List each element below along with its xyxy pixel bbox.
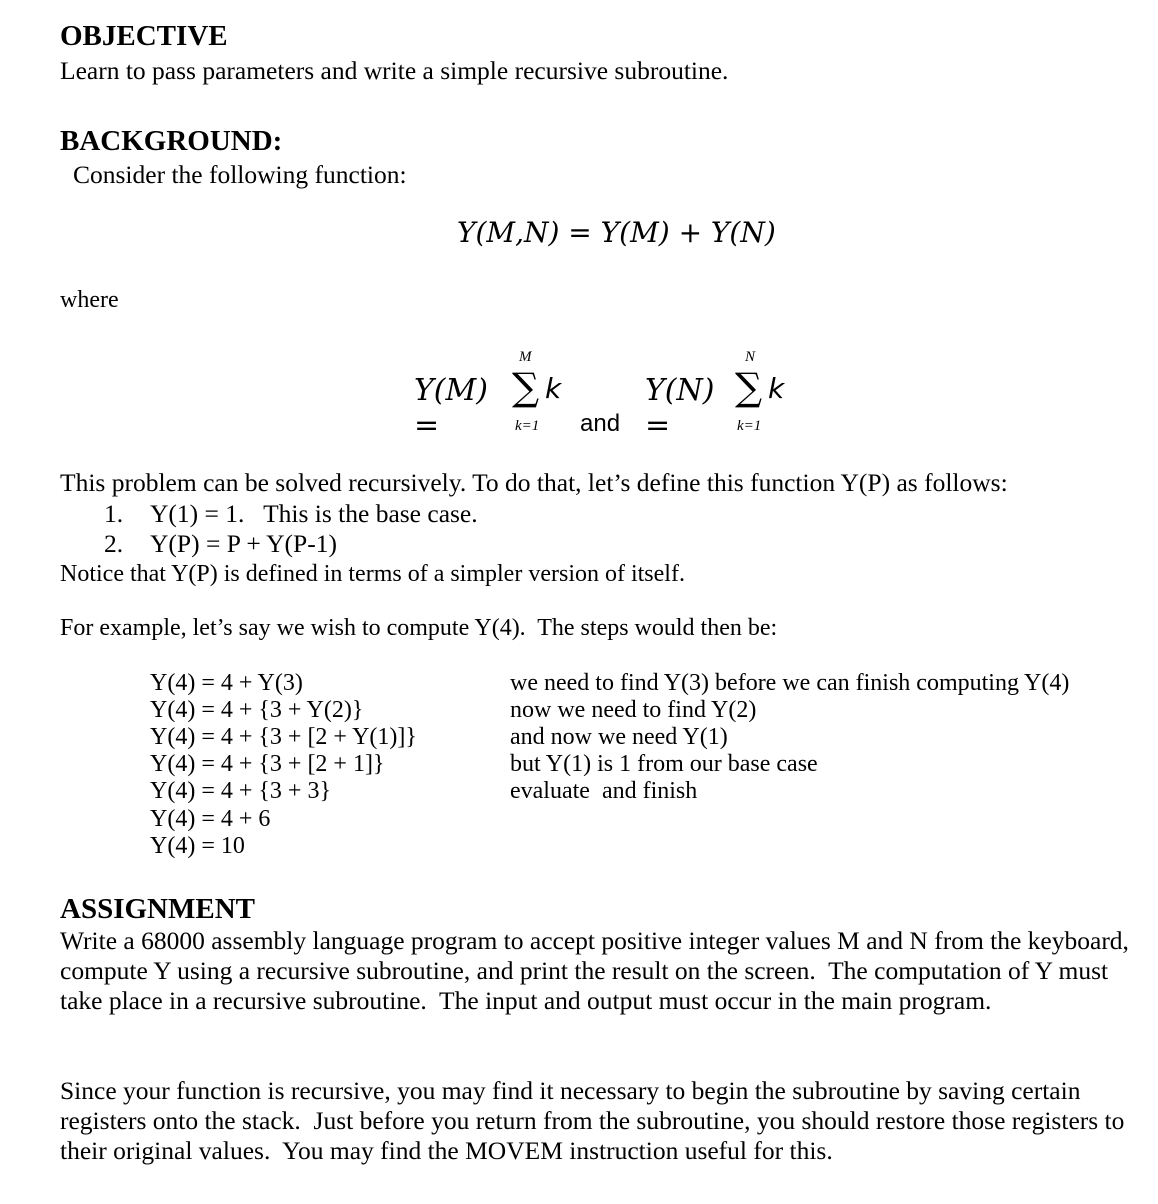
recursion-intro: This problem can be solved recursively. To do that, let’s define this function Y(P) as follows: <box>60 468 1008 497</box>
comment-3: and now we need Y(1) <box>510 724 728 750</box>
main-equation: Y(M,N) = Y(M) + Y(N) <box>457 216 776 249</box>
assignment-paragraph-1: Write a 68000 assembly language program to accept positive integer values M and N from the keyboard, compute Y using a recursive subroutine, and print the result on the screen. The computation of Y must take place in a recursive subroutine. The input and output must occur in the main program. <box>60 926 1136 1015</box>
comment-2: now we need to find Y(2) <box>510 697 757 723</box>
assignment-heading: ASSIGNMENT <box>60 893 255 925</box>
where-label: where <box>60 287 119 313</box>
rule-1-text: Y(1) = 1. This is the base case. <box>150 499 478 528</box>
sum-n-lhs: Y(N) = <box>645 373 715 443</box>
example-intro: For example, let’s say we wish to compute Y(4). The steps would then be: <box>60 615 778 641</box>
step-2: Y(4) = 4 + {3 + Y(2)} <box>150 697 364 723</box>
step-3: Y(4) = 4 + {3 + [2 + Y(1)]} <box>150 724 417 750</box>
background-intro: Consider the following function: <box>73 160 407 189</box>
step-5: Y(4) = 4 + {3 + 3} <box>150 778 331 804</box>
rule-2-text: Y(P) = P + Y(P-1) <box>150 529 337 558</box>
objective-text: Learn to pass parameters and write a simple recursive subroutine. <box>60 56 729 85</box>
step-1: Y(4) = 4 + Y(3) <box>150 670 303 696</box>
sum-n-sigma: ∑ <box>735 365 763 409</box>
step-6: Y(4) = 4 + 6 <box>150 806 271 832</box>
comment-1: we need to find Y(3) before we can finish computing Y(4) <box>510 670 1070 696</box>
comment-4: but Y(1) is 1 from our base case <box>510 751 818 777</box>
notice-text: Notice that Y(P) is defined in terms of a simpler version of itself. <box>60 561 685 587</box>
comment-5: evaluate and finish <box>510 778 698 804</box>
rule-2-num: 2. <box>104 529 124 558</box>
sum-m-upper: M <box>519 349 532 365</box>
sum-m-lower: k=1 <box>515 418 540 434</box>
assignment-paragraph-2: Since your function is recursive, you may find it necessary to begin the subroutine by saving certain registers onto the stack. Just before you return from the subroutine, you should restore those registers to their original values. You may find the MOVEM instruction useful for this. <box>60 1076 1131 1165</box>
step-7: Y(4) = 10 <box>150 833 245 859</box>
sum-m-sigma: ∑ <box>512 365 540 409</box>
objective-heading: OBJECTIVE <box>60 20 228 52</box>
sum-n-upper: N <box>745 349 756 365</box>
sum-m-lhs: Y(M) = <box>414 373 488 443</box>
sum-n-lower: k=1 <box>737 418 762 434</box>
rule-1-num: 1. <box>104 499 124 528</box>
sum-n-term: k <box>768 372 785 405</box>
sum-m-term: k <box>545 372 562 405</box>
background-heading: BACKGROUND: <box>60 125 283 157</box>
and-label: and <box>580 410 621 437</box>
step-4: Y(4) = 4 + {3 + [2 + 1]} <box>150 751 385 777</box>
